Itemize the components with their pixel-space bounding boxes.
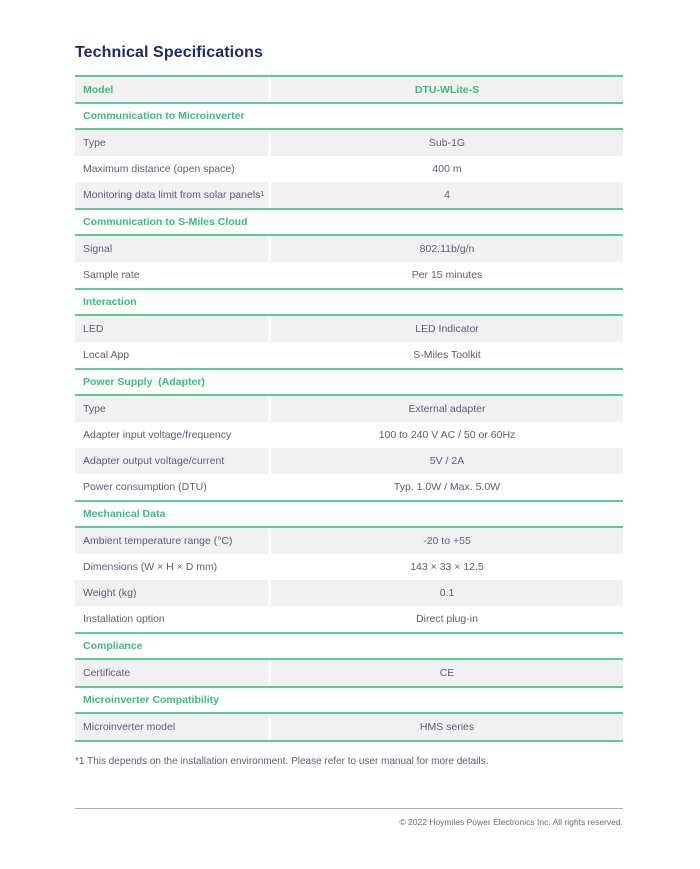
- row-value: External adapter: [271, 396, 623, 422]
- section-rows: [75, 236, 623, 290]
- row-label-text: Installation option: [83, 613, 165, 625]
- section-header: Microinverter Compatibility: [75, 688, 623, 714]
- row-value: 400 m: [271, 156, 623, 182]
- row-label: Monitoring data limit from solar panels 1: [75, 182, 268, 208]
- row-value: Direct plug-in: [271, 606, 623, 632]
- row-label: [75, 606, 268, 632]
- row-label: [75, 316, 268, 342]
- row-value: 4: [271, 182, 623, 208]
- row-label: [75, 156, 268, 182]
- row-label-text: Weight (kg): [83, 587, 137, 599]
- table-body: [75, 104, 623, 742]
- row-label: [75, 554, 268, 580]
- table-row: [75, 448, 623, 474]
- row-label-text: Microinverter model: [83, 721, 176, 733]
- row-label-text: Adapter input voltage/frequency: [83, 429, 232, 441]
- row-value: LED Indicator: [271, 316, 623, 342]
- section-header: Communication to S-Miles Cloud: [75, 210, 623, 236]
- row-value: Per 15 minutes: [271, 262, 623, 288]
- footer-divider: [75, 808, 623, 809]
- table-row: [75, 714, 623, 740]
- section-rows: [75, 714, 623, 742]
- row-value: 143 × 33 × 12.5: [271, 554, 623, 580]
- row-value: 0.1: [271, 580, 623, 606]
- section-rows: [75, 528, 623, 634]
- table-row: [75, 660, 623, 686]
- row-label: [75, 396, 268, 422]
- table-row: [75, 236, 623, 262]
- row-label: [75, 660, 268, 686]
- row-label-text: Maximum distance (open space): [83, 163, 235, 175]
- table-row: [75, 580, 623, 606]
- row-label: [75, 474, 268, 500]
- row-label-text: LED: [83, 323, 104, 335]
- table-row: [75, 156, 623, 182]
- table-header-row: [75, 77, 623, 104]
- section-rows: [75, 316, 623, 370]
- row-label-text: Signal: [83, 243, 113, 255]
- row-label-text: Certificate: [83, 667, 131, 679]
- row-value: Typ. 1.0W / Max. 5.0W: [271, 474, 623, 500]
- row-label-text: Ambient temperature range (°C): [83, 535, 233, 547]
- page-title: Technical Specifications: [75, 44, 263, 61]
- row-value: 5V / 2A: [271, 448, 623, 474]
- table-row: [75, 262, 623, 288]
- header-value-cell: DTU-WLite-S: [271, 77, 623, 102]
- row-label: [75, 262, 268, 288]
- section-rows: [75, 130, 623, 210]
- row-label-text: Sample rate: [83, 269, 140, 281]
- header-model-cell: Model: [75, 77, 268, 102]
- row-label: [75, 448, 268, 474]
- table-row: [75, 422, 623, 448]
- row-label-text: Local App: [83, 349, 130, 361]
- row-value: CE: [271, 660, 623, 686]
- table-row: [75, 474, 623, 500]
- row-label-text: Monitoring data limit from solar panels: [83, 189, 261, 201]
- section-rows: [75, 396, 623, 502]
- row-label-text: Dimensions (W × H × D mm): [83, 561, 218, 573]
- footer-copyright: © 2022 Hoymiles Power Electronics Inc. All rights reserved.: [399, 817, 623, 827]
- footnote: *1 This depends on the installation environment. Please refer to user manual for more details.: [75, 756, 489, 767]
- row-label: [75, 236, 268, 262]
- spec-table: [75, 75, 623, 742]
- table-row: [75, 316, 623, 342]
- table-row: [75, 396, 623, 422]
- row-value: 802.11b/g/n: [271, 236, 623, 262]
- row-label-text: Type: [83, 403, 106, 415]
- row-label-text: Adapter output voltage/current: [83, 455, 225, 467]
- table-row: [75, 182, 623, 208]
- section-rows: [75, 660, 623, 688]
- row-value: Sub-1G: [271, 130, 623, 156]
- table-row: [75, 528, 623, 554]
- row-label: [75, 130, 268, 156]
- row-value: HMS series: [271, 714, 623, 740]
- row-value: 100 to 240 V AC / 50 or 60Hz: [271, 422, 623, 448]
- row-value: -20 to +55: [271, 528, 623, 554]
- row-label: [75, 528, 268, 554]
- row-label: [75, 422, 268, 448]
- row-label: [75, 714, 268, 740]
- table-row: [75, 130, 623, 156]
- section-header: Communication to Microinverter: [75, 104, 623, 130]
- table-row: [75, 342, 623, 368]
- row-label: [75, 342, 268, 368]
- page-footer: [75, 808, 623, 827]
- section-header: Mechanical Data: [75, 502, 623, 528]
- table-row: [75, 554, 623, 580]
- row-value: S-Miles Toolkit: [271, 342, 623, 368]
- row-label-text: Type: [83, 137, 106, 149]
- section-header: Compliance: [75, 634, 623, 660]
- section-header: Power Supply (Adapter): [75, 370, 623, 396]
- table-row: [75, 606, 623, 632]
- section-header: Interaction: [75, 290, 623, 316]
- row-label: [75, 580, 268, 606]
- row-label-text: Power consumption (DTU): [83, 481, 207, 493]
